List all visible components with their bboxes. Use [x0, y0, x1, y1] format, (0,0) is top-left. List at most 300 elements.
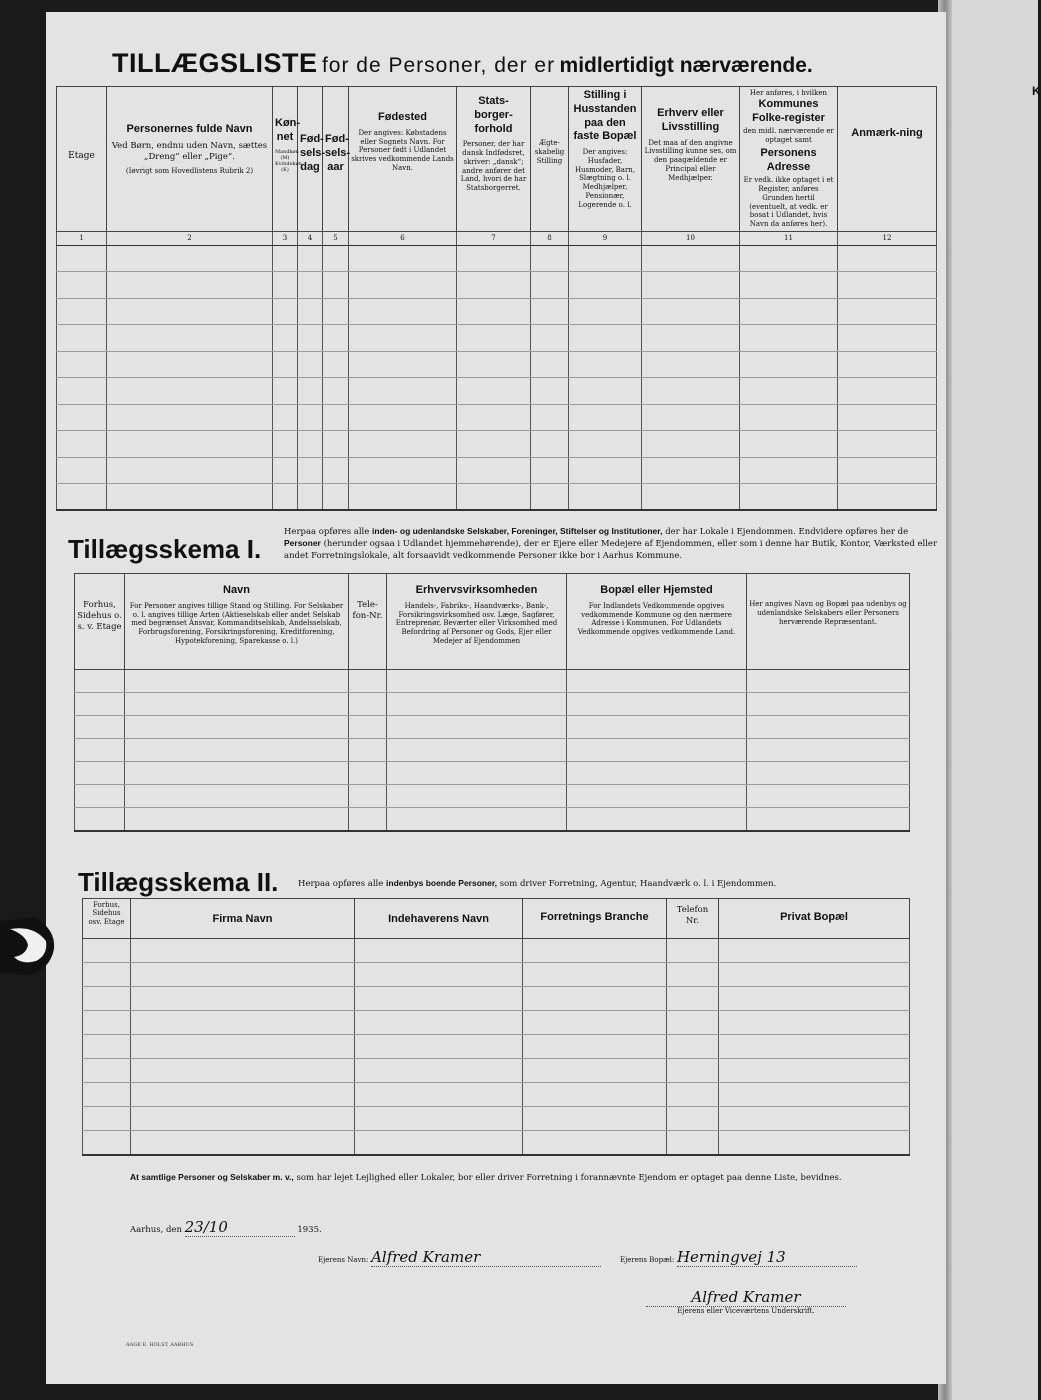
binder-clip-icon [0, 915, 58, 977]
table-row [83, 1131, 910, 1155]
table-row [57, 431, 937, 458]
main-header-row [57, 87, 937, 232]
table-cell[interactable] [569, 378, 642, 405]
col-number: 12 [838, 231, 937, 245]
table-cell[interactable] [57, 484, 107, 511]
table-cell[interactable] [298, 457, 323, 484]
table-cell[interactable] [569, 272, 642, 299]
table-cell[interactable] [523, 1131, 667, 1155]
col-foedested: Fødested Der angives: Købstadens eller Sognets Navn. For Personer født i Udlandet skrives vedkommende Lands Navn. [349, 87, 457, 232]
table-cell[interactable] [75, 693, 125, 716]
table-cell[interactable] [57, 404, 107, 431]
table-cell[interactable] [131, 1131, 355, 1155]
table-cell[interactable] [719, 1035, 910, 1059]
table-cell[interactable] [838, 431, 937, 458]
table-cell[interactable] [667, 1107, 719, 1131]
table-cell[interactable] [57, 245, 107, 272]
col-aegteskab: Ægte-skabelig Stilling [531, 87, 569, 232]
table-row [57, 484, 937, 511]
skema2-table [82, 898, 910, 1156]
table-row [83, 1011, 910, 1035]
table-cell[interactable] [642, 325, 740, 352]
table-row [57, 325, 937, 352]
table-cell[interactable] [642, 457, 740, 484]
s1-col-navn: Navn For Personer angives tillige Stand og Stilling. For Selskaber o. l. angives tillige Arten (Aktieselskab eller andet Selskab med begrænset Ansvar, Kommanditselskab, Andelsselskab, Forbrugsforening, Forsikringsforening, Kreditforening, Hypotekforening, Sparekasse o. l.) [125, 574, 349, 670]
s2-col-telefon: Telefon Nr. [667, 899, 719, 939]
table-cell[interactable] [531, 404, 569, 431]
table-cell[interactable] [273, 351, 298, 378]
table-cell[interactable] [107, 325, 273, 352]
table-cell[interactable] [349, 670, 387, 693]
table-row [75, 762, 910, 785]
table-cell[interactable] [569, 457, 642, 484]
table-cell[interactable] [83, 963, 131, 987]
main-table [56, 86, 937, 511]
table-cell[interactable] [355, 987, 523, 1011]
table-cell[interactable] [349, 298, 457, 325]
table-cell[interactable] [387, 808, 567, 831]
col-number: 9 [569, 231, 642, 245]
owner-name-handwritten: Alfred Kramer [371, 1248, 481, 1266]
col-number: 11 [740, 231, 838, 245]
table-cell[interactable] [131, 963, 355, 987]
table-cell[interactable] [838, 484, 937, 511]
date-line: Aarhus, den 23/10 1935. [130, 1218, 322, 1236]
table-cell[interactable] [740, 484, 838, 511]
table-row [57, 457, 937, 484]
table-cell[interactable] [667, 1011, 719, 1035]
table-cell[interactable] [838, 404, 937, 431]
skema2-body [83, 939, 910, 1155]
s2-col-bopael: Privat Bopæl [719, 899, 910, 939]
main-body [57, 245, 937, 510]
table-cell[interactable] [523, 1107, 667, 1131]
table-cell[interactable] [838, 351, 937, 378]
table-cell[interactable] [667, 963, 719, 987]
col-number: 2 [107, 231, 273, 245]
table-cell[interactable] [567, 808, 747, 831]
table-cell[interactable] [75, 762, 125, 785]
table-cell[interactable] [323, 484, 349, 511]
table-cell[interactable] [131, 1011, 355, 1035]
table-cell[interactable] [298, 272, 323, 299]
table-cell[interactable] [531, 272, 569, 299]
table-cell[interactable] [323, 457, 349, 484]
table-cell[interactable] [719, 1083, 910, 1107]
s2-col-etage: Forhus, Sidehus osv. Etage [83, 899, 131, 939]
table-cell[interactable] [57, 431, 107, 458]
signature-handwritten: Alfred Kramer [691, 1288, 801, 1306]
table-cell[interactable] [273, 272, 298, 299]
table-cell[interactable] [740, 351, 838, 378]
table-cell[interactable] [273, 404, 298, 431]
table-cell[interactable] [523, 963, 667, 987]
table-cell[interactable] [667, 1131, 719, 1155]
table-cell[interactable] [75, 808, 125, 831]
table-cell[interactable] [569, 484, 642, 511]
table-cell[interactable] [273, 484, 298, 511]
table-cell[interactable] [719, 963, 910, 987]
table-cell[interactable] [523, 1011, 667, 1035]
table-cell[interactable] [349, 272, 457, 299]
skema1-body [75, 670, 910, 831]
table-cell[interactable] [298, 351, 323, 378]
table-cell[interactable] [531, 431, 569, 458]
skema2-description: Herpaa opføres alle indenbys boende Personer, som driver Forretning, Agentur, Haandværk o. l. i Ejendommen. [298, 878, 777, 889]
table-cell[interactable] [83, 939, 131, 963]
s1-col-erhverv: Erhvervsvirksomheden Handels-, Fabriks-, Haandværks-, Bank-, Forsikringsvirksomhed osv. Læge, Sagfører, Entreprenør, Beværter eller Virksomhed med Befordring af Personer og Gods, Ejer eller Medejer af Ejendommen [387, 574, 567, 670]
skema2-header-row [83, 899, 910, 939]
table-row [75, 808, 910, 831]
table-cell[interactable] [523, 1059, 667, 1083]
table-cell[interactable] [323, 325, 349, 352]
table-cell[interactable] [531, 325, 569, 352]
owner-address-handwritten: Herningvej 13 [676, 1248, 786, 1266]
signature-block: Alfred Kramer Ejerens eller Viceværtens Underskrift. [626, 1288, 866, 1315]
table-cell[interactable] [747, 739, 910, 762]
table-row [57, 351, 937, 378]
table-cell[interactable] [567, 716, 747, 739]
table-cell[interactable] [719, 1131, 910, 1155]
table-cell[interactable] [323, 298, 349, 325]
table-cell[interactable] [57, 272, 107, 299]
table-cell[interactable] [531, 351, 569, 378]
col-stilling: Stilling i Husstanden paa den faste Bopæl Der angives: Husfader, Husmoder, Barn, Slægtning o. l. Medhjælper, Pensionær, Logerende o. l. [569, 87, 642, 232]
page-title [112, 48, 813, 79]
s2-col-indehaver: Indehaverens Navn [355, 899, 523, 939]
table-row [83, 1035, 910, 1059]
col-number: 4 [298, 231, 323, 245]
col-anmaerkning: Anmærk-ning [838, 87, 937, 232]
table-cell[interactable] [298, 298, 323, 325]
table-cell[interactable] [273, 457, 298, 484]
table-cell[interactable] [523, 939, 667, 963]
col-foedselsaar: Fød-sels-aar [323, 87, 349, 232]
table-row [75, 693, 910, 716]
table-cell[interactable] [569, 404, 642, 431]
skema1-table [74, 573, 910, 832]
table-cell[interactable] [125, 716, 349, 739]
table-cell[interactable] [838, 325, 937, 352]
table-cell[interactable] [349, 808, 387, 831]
table-cell[interactable] [569, 245, 642, 272]
table-cell[interactable] [567, 785, 747, 808]
table-cell[interactable] [75, 739, 125, 762]
table-cell[interactable] [567, 670, 747, 693]
table-cell[interactable] [349, 785, 387, 808]
table-cell[interactable] [719, 1107, 910, 1131]
s1-col-etage: Forhus, Sidehus o. s. v. Etage [75, 574, 125, 670]
table-cell[interactable] [642, 351, 740, 378]
table-cell[interactable] [747, 716, 910, 739]
table-cell[interactable] [387, 785, 567, 808]
table-cell[interactable] [355, 939, 523, 963]
table-cell[interactable] [298, 404, 323, 431]
table-cell[interactable] [125, 670, 349, 693]
table-cell[interactable] [355, 1131, 523, 1155]
table-cell[interactable] [323, 245, 349, 272]
table-cell[interactable] [567, 762, 747, 785]
col-number: 10 [642, 231, 740, 245]
table-cell[interactable] [83, 1131, 131, 1155]
adjacent-page: K [950, 0, 1038, 1400]
col-navn: Personernes fulde Navn Ved Børn, endnu uden Navn, sættes „Dreng“ eller „Pige“. (Iøvrigt som Hovedlistens Rubrik 2) [107, 87, 273, 232]
s1-col-bopael: Bopæl eller Hjemsted For Indlandets Vedkommende opgives vedkommende Kommune og den nærmere Adresse i Kommunen. For Udlandets Vedkommende opgives vedkommende Land. [567, 574, 747, 670]
table-cell[interactable] [355, 1011, 523, 1035]
table-cell[interactable] [355, 1035, 523, 1059]
table-row [75, 785, 910, 808]
table-cell[interactable] [83, 1107, 131, 1131]
table-cell[interactable] [523, 1035, 667, 1059]
table-cell[interactable] [567, 693, 747, 716]
table-cell[interactable] [569, 298, 642, 325]
skema2-title: Tillægsskema II. [78, 867, 279, 897]
table-cell[interactable] [57, 351, 107, 378]
table-cell[interactable] [747, 762, 910, 785]
table-cell[interactable] [57, 457, 107, 484]
table-cell[interactable] [667, 987, 719, 1011]
title-for: for de Personer, der er [321, 54, 556, 77]
table-cell[interactable] [125, 785, 349, 808]
table-row [75, 716, 910, 739]
table-row [57, 378, 937, 405]
table-cell[interactable] [457, 378, 531, 405]
table-cell[interactable] [531, 298, 569, 325]
col-folkeregister: Her anføres, i hvilken Kommunes Folke-register den midl. nærværende er optaget samt Personens Adresse Er vedk. ikke optaget i et Register, anføres Grunden hertil (eventuelt, at vedk. er bosat i Udlandet, hvis Navn da anføres her). [740, 87, 838, 232]
col-number: 3 [273, 231, 298, 245]
table-cell[interactable] [349, 404, 457, 431]
table-cell[interactable] [83, 987, 131, 1011]
table-row [83, 1083, 910, 1107]
table-cell[interactable] [642, 298, 740, 325]
table-cell[interactable] [531, 245, 569, 272]
table-cell[interactable] [349, 762, 387, 785]
table-cell[interactable] [131, 1035, 355, 1059]
table-cell[interactable] [107, 298, 273, 325]
col-erhverv: Erhverv eller Livsstilling Det maa af den angivne Livsstilling kunne ses, om den paagældende er Principal eller Medhjælper. [642, 87, 740, 232]
col-number: 1 [57, 231, 107, 245]
col-koen: Køn-net Mandkøn (M) Kvindekøn (K) [273, 87, 298, 232]
skema1-title: Tillægsskema I. [68, 534, 262, 564]
table-cell[interactable] [838, 298, 937, 325]
table-cell[interactable] [107, 351, 273, 378]
title-main: TILLÆGSLISTE [112, 48, 318, 78]
table-cell[interactable] [349, 693, 387, 716]
col-number: 6 [349, 231, 457, 245]
table-cell[interactable] [747, 693, 910, 716]
table-cell[interactable] [349, 245, 457, 272]
table-cell[interactable] [273, 378, 298, 405]
table-cell[interactable] [355, 1059, 523, 1083]
table-cell[interactable] [719, 1011, 910, 1035]
table-cell[interactable] [107, 378, 273, 405]
col-statsborger: Stats-borger-forhold Personer, der har dansk Indfødsret, skriver: „dansk“; andre anfører det Land, hvori de har Statsborgerret. [457, 87, 531, 232]
table-cell[interactable] [387, 762, 567, 785]
col-number: 7 [457, 231, 531, 245]
table-cell[interactable] [83, 1059, 131, 1083]
table-cell[interactable] [747, 808, 910, 831]
table-cell[interactable] [349, 739, 387, 762]
table-cell[interactable] [457, 431, 531, 458]
table-cell[interactable] [298, 325, 323, 352]
table-cell[interactable] [719, 987, 910, 1011]
table-cell[interactable] [523, 987, 667, 1011]
table-cell[interactable] [642, 378, 740, 405]
table-cell[interactable] [349, 484, 457, 511]
table-cell[interactable] [355, 1107, 523, 1131]
table-cell[interactable] [131, 1059, 355, 1083]
table-cell[interactable] [75, 670, 125, 693]
table-cell[interactable] [457, 351, 531, 378]
owner-name-line: Ejerens Navn: Alfred Kramer [318, 1248, 601, 1267]
s2-col-firma: Firma Navn [131, 899, 355, 939]
table-cell[interactable] [642, 484, 740, 511]
table-cell[interactable] [349, 325, 457, 352]
table-cell[interactable] [349, 431, 457, 458]
table-cell[interactable] [298, 245, 323, 272]
table-cell[interactable] [125, 693, 349, 716]
table-cell[interactable] [387, 739, 567, 762]
table-cell[interactable] [457, 245, 531, 272]
owner-address-line: Ejerens Bopæl: Herningvej 13 [620, 1248, 857, 1267]
table-cell[interactable] [838, 245, 937, 272]
table-cell[interactable] [298, 431, 323, 458]
table-cell[interactable] [273, 245, 298, 272]
table-cell[interactable] [642, 431, 740, 458]
table-cell[interactable] [298, 484, 323, 511]
table-cell[interactable] [349, 457, 457, 484]
table-cell[interactable] [719, 939, 910, 963]
table-cell[interactable] [457, 298, 531, 325]
table-cell[interactable] [642, 404, 740, 431]
table-row [75, 739, 910, 762]
table-cell[interactable] [323, 404, 349, 431]
table-cell[interactable] [523, 1083, 667, 1107]
table-cell[interactable] [747, 670, 910, 693]
table-cell[interactable] [457, 457, 531, 484]
table-cell[interactable] [125, 808, 349, 831]
table-cell[interactable] [57, 325, 107, 352]
table-cell[interactable] [457, 484, 531, 511]
table-cell[interactable] [125, 739, 349, 762]
table-cell[interactable] [667, 1083, 719, 1107]
table-cell[interactable] [349, 716, 387, 739]
s1-col-repraesentant: Her angives Navn og Bopæl paa udenbys og udenlandske Selskabers eller Personers herværende Repræsentant. [747, 574, 910, 670]
table-cell[interactable] [273, 298, 298, 325]
table-cell[interactable] [740, 298, 838, 325]
table-cell[interactable] [531, 378, 569, 405]
table-cell[interactable] [387, 693, 567, 716]
table-cell[interactable] [349, 351, 457, 378]
table-cell[interactable] [531, 457, 569, 484]
title-bold: midlertidigt nærværende. [559, 54, 813, 77]
table-row [83, 939, 910, 963]
table-cell[interactable] [323, 272, 349, 299]
table-cell[interactable] [273, 325, 298, 352]
table-cell[interactable] [83, 1083, 131, 1107]
table-cell[interactable] [740, 404, 838, 431]
table-cell[interactable] [740, 245, 838, 272]
table-cell[interactable] [57, 378, 107, 405]
table-cell[interactable] [740, 272, 838, 299]
table-cell[interactable] [131, 987, 355, 1011]
table-row [83, 1059, 910, 1083]
table-cell[interactable] [642, 245, 740, 272]
table-cell[interactable] [838, 457, 937, 484]
table-cell[interactable] [75, 716, 125, 739]
table-cell[interactable] [838, 272, 937, 299]
table-cell[interactable] [273, 431, 298, 458]
table-cell[interactable] [131, 939, 355, 963]
table-row [57, 272, 937, 299]
table-cell[interactable] [642, 272, 740, 299]
table-cell[interactable] [107, 404, 273, 431]
table-cell[interactable] [107, 245, 273, 272]
s1-col-telefon: Tele-fon-Nr. [349, 574, 387, 670]
table-cell[interactable] [83, 1035, 131, 1059]
col-number: 8 [531, 231, 569, 245]
table-cell[interactable] [107, 457, 273, 484]
table-cell[interactable] [667, 1059, 719, 1083]
table-cell[interactable] [667, 939, 719, 963]
table-cell[interactable] [740, 378, 838, 405]
table-row [57, 245, 937, 272]
table-cell[interactable] [569, 431, 642, 458]
table-cell[interactable] [387, 716, 567, 739]
main-number-row [57, 231, 937, 245]
table-cell[interactable] [740, 457, 838, 484]
printer-imprint: AAGE E. HOLST, AARHUS [126, 1342, 194, 1348]
table-row [57, 298, 937, 325]
table-cell[interactable] [387, 670, 567, 693]
table-row [75, 670, 910, 693]
table-cell[interactable] [355, 1083, 523, 1107]
table-cell[interactable] [719, 1059, 910, 1083]
table-cell[interactable] [667, 1035, 719, 1059]
table-cell[interactable] [740, 325, 838, 352]
table-cell[interactable] [107, 431, 273, 458]
table-cell[interactable] [131, 1083, 355, 1107]
table-cell[interactable] [747, 785, 910, 808]
table-cell[interactable] [457, 272, 531, 299]
table-cell[interactable] [457, 325, 531, 352]
table-cell[interactable] [531, 484, 569, 511]
table-cell[interactable] [83, 1011, 131, 1035]
table-cell[interactable] [740, 431, 838, 458]
table-cell[interactable] [125, 762, 349, 785]
declaration: At samtlige Personer og Selskaber m. v., som har lejet Lejlighed eller Lokaler, bor eller driver Forretning i forannævnte Ejendom er optaget paa denne Liste, bevidnes. [130, 1172, 842, 1183]
table-cell[interactable] [838, 378, 937, 405]
table-cell[interactable] [323, 378, 349, 405]
col-etage: Etage [57, 87, 107, 232]
table-cell[interactable] [298, 378, 323, 405]
table-cell[interactable] [567, 739, 747, 762]
table-cell[interactable] [349, 378, 457, 405]
table-cell[interactable] [569, 351, 642, 378]
table-cell[interactable] [355, 963, 523, 987]
table-cell[interactable] [323, 431, 349, 458]
s2-col-branche: Forretnings Branche [523, 899, 667, 939]
col-foedselsdag: Fød-sels-dag [298, 87, 323, 232]
table-cell[interactable] [457, 404, 531, 431]
table-cell[interactable] [57, 298, 107, 325]
table-cell[interactable] [107, 484, 273, 511]
table-cell[interactable] [323, 351, 349, 378]
table-cell[interactable] [75, 785, 125, 808]
table-cell[interactable] [131, 1107, 355, 1131]
table-cell[interactable] [107, 272, 273, 299]
table-cell[interactable] [569, 325, 642, 352]
